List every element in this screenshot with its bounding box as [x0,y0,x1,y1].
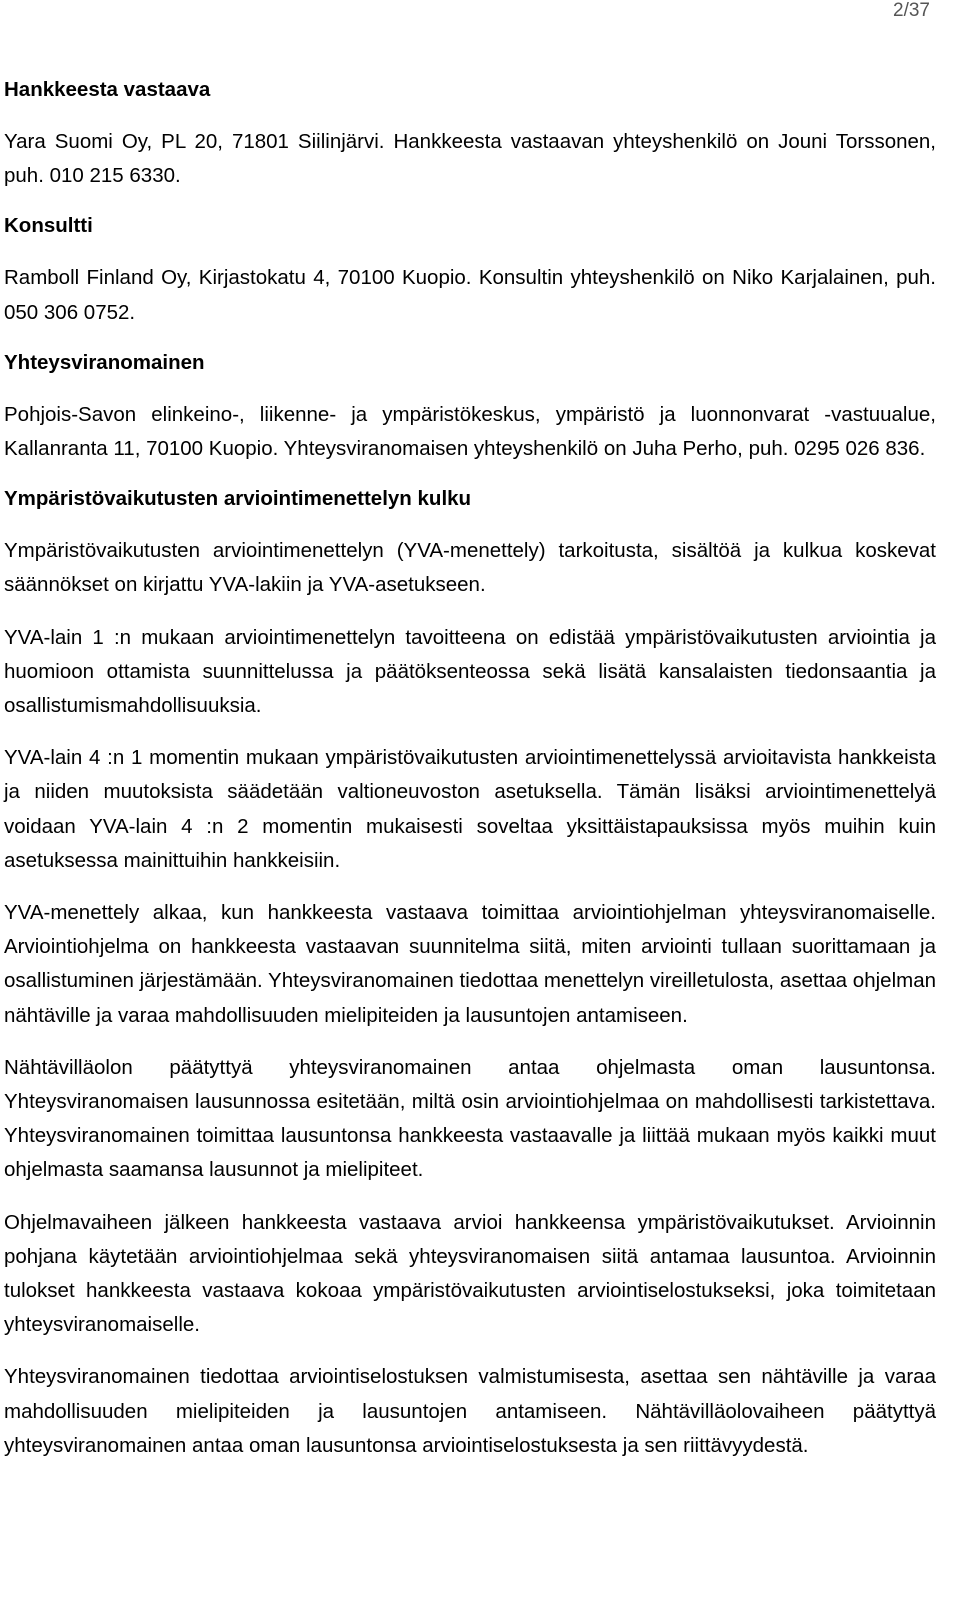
paragraph-kulku-3: YVA-lain 4 :n 1 momentin mukaan ympäristövaikutusten arviointimenettelyssä arvioitavista hankkeista ja niiden muutoksista säädetään valtioneuvoston asetuksella. Tämän lisäksi arviointimenettelyä voidaan YVA-lain 4 :n 2 momentin mukaisesti soveltaa yksittäistapauksissa myös muihin kuin asetuksessa mainittuihin hankkeisiin. [4,746,936,872]
document-body [4,75,936,1481]
paragraph-kulku-6: Ohjelmavaiheen jälkeen hankkeesta vastaava arvioi hankkeensa ympäristövaikutukset. Arvioinnin pohjana käytetään arviointiohjelmaa sekä yhteysviranomaisen siitä antamaa lausuntoa. Arvioinnin tulokset hankkeesta vastaava kokoaa ympäristövaikutusten arviointiselostukseksi, joka toimitetaan yhteysviranomaiselle. [4,1210,936,1337]
heading-konsultti: Konsultti [4,214,93,238]
paragraph-hankkeesta-vastaava: Yara Suomi Oy, PL 20, 71801 Siilinjärvi. Hankkeesta vastaavan yhteyshenkilö on Jouni Torssonen, puh. 010 215 6330. [4,130,936,188]
heading-yhteysviranomainen: Yhteysviranomainen [4,350,205,374]
paragraph-kulku-1: Ympäristövaikutusten arviointimenettelyn (YVA-menettely) tarkoitusta, sisältöä ja kulkua koskevat säännökset on kirjattu YVA-lakiin ja YVA-asetukseen. [4,539,936,597]
paragraph-kulku-5: Nähtävilläolon päätyttyä yhteysviranomainen antaa ohjelmasta oman lausuntonsa. Yhteysviranomaisen lausunnossa esitetään, miltä osin arviointiohjelmaa on mahdollisesti tarkistettava. Yhteysviranomainen toimittaa lausuntonsa hankkeesta vastaavalle ja liittää mukaan myös kaikki muut ohjelmasta saamansa lausunnot ja mielipiteet. [4,1055,936,1182]
paragraph-kulku-4: YVA-menettely alkaa, kun hankkeesta vastaava toimittaa arviointiohjelman yhteysviranomaiselle. Arviointiohjelma on hankkeesta vastaavan suunnitelma siitä, miten arviointi tullaan suorittamaan ja osallistuminen järjestämään. Yhteysviranomainen tiedottaa menettelyn vireilletulosta, asettaa ohjelman nähtäville ja varaa mahdollisuuden mielipiteiden ja lausuntojen antamiseen. [4,901,936,1027]
paragraph-konsultti: Ramboll Finland Oy, Kirjastokatu 4, 70100 Kuopio. Konsultin yhteyshenkilö on Niko Karjalainen, puh. 050 306 0752. [4,266,936,324]
paragraph-kulku-7: Yhteysviranomainen tiedottaa arviointiselostuksen valmistumisesta, asettaa sen nähtäville ja varaa mahdollisuuden mielipiteiden ja lausuntojen antamiseen. Nähtävilläolovaiheen päätyttyä yhteysviranomainen antaa oman lausuntonsa arviointiselostuksesta ja sen riittävyydestä. [4,1365,936,1457]
paragraph-kulku-2: YVA-lain 1 :n mukaan arviointimenettelyn tavoitteena on edistää ympäristövaikutusten arviointia ja huomioon ottamista suunnittelussa ja päätöksenteossa sekä lisätä kansalaisten tiedonsaantia ja osallistumismahdollisuuksia. [4,625,936,718]
heading-arviointimenettelyn-kulku: Ympäristövaikutusten arviointimenettelyn kulku [4,487,472,511]
heading-hankkeesta-vastaava: Hankkeesta vastaava [4,78,211,101]
page-number: 2/37 [893,0,930,21]
paragraph-yhteysviranomainen: Pohjois-Savon elinkeino-, liikenne- ja ympäristökeskus, ympäristö ja luonnonvarat -vastuualue, Kallanranta 11, 70100 Kuopio. Yhteysviranomaisen yhteyshenkilö on Juha Perho, puh. 0295 026 836. [4,402,936,461]
